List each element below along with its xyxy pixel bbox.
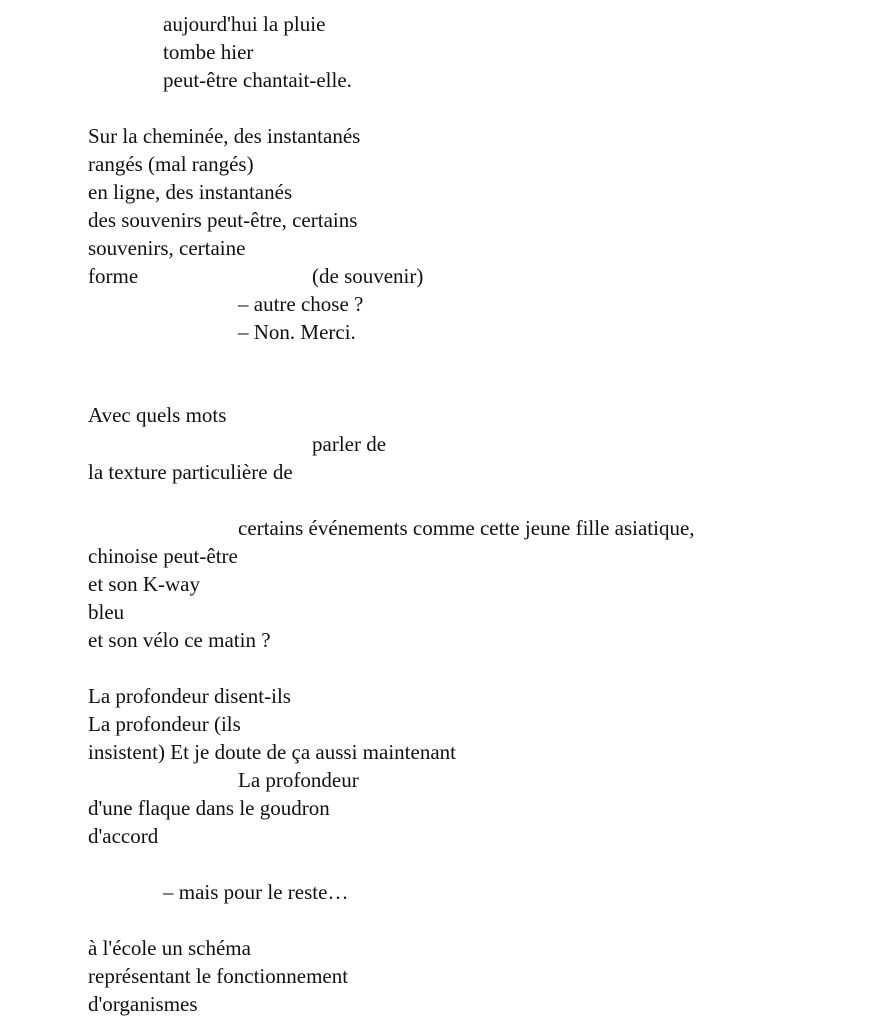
poem-line: Avec quels mots [88,403,227,427]
poem-line: d'une flaque dans le goudron [88,796,330,820]
poem-line: tombe hier [163,40,254,64]
poem-line: forme [88,264,139,288]
poem-line: La profondeur disent-ils [88,684,291,708]
poem-line: La profondeur [238,768,359,792]
poem-line: chinoise peut-être [88,544,238,568]
poem-line: peut-être chantait-elle. [163,68,352,92]
poem-line: la texture particulière de [88,460,293,484]
poem-line: – autre chose ? [238,292,364,316]
poem-line: parler de [312,432,387,456]
poem-line: à l'école un schéma [88,936,251,960]
poem-line: représentant le fonctionnement [88,964,349,988]
poem-line: certains événements comme cette jeune fille asiatique, [238,516,695,540]
poem-line: d'accord [88,824,159,848]
poem-line: aujourd'hui la pluie [163,12,326,36]
poem-line: – Non. Merci. [238,320,356,344]
poem-line: souvenirs, certaine [88,236,246,260]
poem-line: – mais pour le reste… [163,880,349,904]
poem-line: La profondeur (ils [88,712,241,736]
poem-line: bleu [88,600,125,624]
poem-line: insistent) Et je doute de ça aussi maintenant [88,740,456,764]
poem-line: et son K-way [88,572,200,596]
poem-line: en ligne, des instantanés [88,180,293,204]
poem-line: Sur la cheminée, des instantanés [88,124,361,148]
poem-line: et son vélo ce matin ? [88,628,271,652]
poem-line: (de souvenir) [312,264,424,288]
poem-line: d'organismes [88,992,198,1016]
poem-line: rangés (mal rangés) [88,152,254,176]
poem-line: des souvenirs peut-être, certains [88,208,358,232]
